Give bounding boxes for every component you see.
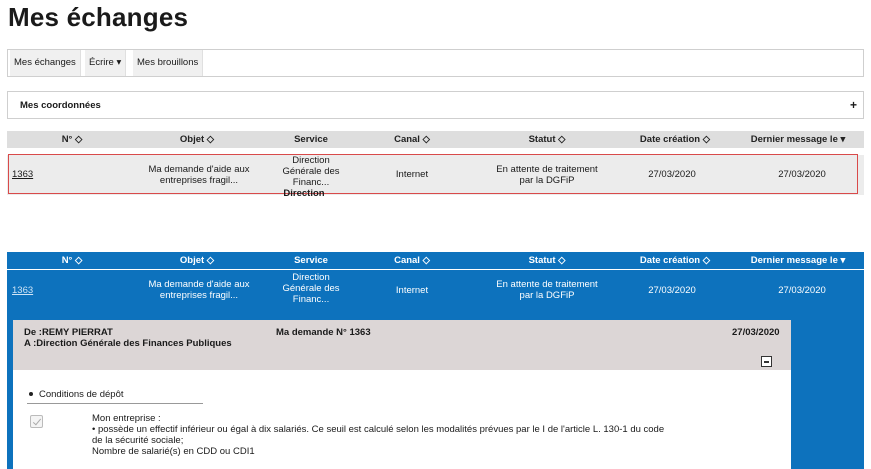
section-divider — [27, 403, 203, 404]
statut-line: En attente de traitement — [496, 279, 598, 290]
message-subject: Ma demande N° 1363 — [276, 327, 371, 338]
section-conditions — [29, 389, 124, 400]
table-header — [7, 131, 864, 148]
objet-line: entreprises fragil... — [159, 175, 239, 186]
overflow-label: Direction — [283, 188, 325, 199]
row-date-creation: 27/03/2020 — [648, 285, 696, 296]
statut-line: par la DGFiP — [519, 290, 575, 301]
col-num-header[interactable]: N° ◇ — [61, 255, 83, 266]
message-date: 27/03/2020 — [732, 327, 780, 338]
tab-mes-brouillons[interactable]: Mes brouillons — [133, 50, 203, 76]
table-row[interactable] — [7, 155, 864, 195]
service-line: Direction — [292, 155, 330, 166]
objet-line: Ma demande d'aide aux — [148, 164, 250, 175]
disabled-checkbox[interactable] — [30, 415, 43, 428]
body-line: de la sécurité sociale; — [92, 435, 184, 446]
row-number-link[interactable]: 1363 — [12, 285, 34, 296]
page-title: Mes échanges — [8, 2, 189, 32]
col-service-header: Service — [294, 134, 328, 145]
row-canal: Internet — [395, 169, 429, 180]
section-title: Conditions de dépôt — [39, 389, 124, 400]
col-statut-header[interactable]: Statut ◇ — [528, 134, 566, 145]
service-line: Financ... — [292, 177, 330, 188]
col-date-creation-header[interactable]: Date création ◇ — [639, 255, 711, 266]
row-dernier-message: 27/03/2020 — [778, 169, 826, 180]
service-line: Générale des — [282, 166, 340, 177]
body-line: Mon entreprise : — [92, 413, 161, 424]
service-line: Financ... — [292, 294, 330, 305]
coordonnees-label: Mes coordonnées — [20, 100, 101, 111]
col-objet-header[interactable]: Objet ◇ — [179, 255, 215, 266]
row-statut — [477, 279, 617, 301]
col-service-header: Service — [294, 255, 328, 266]
body-line: Nombre de salarié(s) en CDD ou CDI1 — [92, 446, 255, 457]
col-date-creation-header[interactable]: Date création ◇ — [639, 134, 711, 145]
ecrire-dropdown[interactable]: Écrire ▾ — [85, 50, 126, 76]
expand-plus-icon[interactable]: + — [849, 98, 857, 112]
col-objet-header[interactable]: Objet ◇ — [179, 134, 215, 145]
collapse-minus-icon[interactable] — [761, 356, 772, 367]
col-dernier-message-header[interactable]: Dernier message le ▾ — [750, 255, 846, 266]
row-date-creation: 27/03/2020 — [648, 169, 696, 180]
bullet-icon — [29, 392, 33, 396]
toolbar — [7, 49, 864, 77]
message-to: A :Direction Générale des Finances Publiques — [24, 338, 232, 349]
col-dernier-message-header[interactable]: Dernier message le ▾ — [750, 134, 846, 145]
message-from: De :REMY PIERRAT — [24, 327, 113, 338]
statut-line: par la DGFiP — [519, 175, 575, 186]
service-line: Générale des — [282, 283, 340, 294]
coordonnees-panel[interactable] — [7, 91, 864, 119]
row-dernier-message: 27/03/2020 — [778, 285, 826, 296]
statut-line: En attente de traitement — [496, 164, 598, 175]
row-service — [273, 272, 349, 305]
message-panel — [13, 320, 791, 469]
table-header-selected — [7, 252, 864, 269]
objet-line: entreprises fragil... — [159, 290, 239, 301]
body-line: • possède un effectif inférieur ou égal à dix salariés. Ce seuil est calculé selon les modalités prévues par le I de l'article L. 130-1 du code — [92, 424, 665, 435]
col-canal-header[interactable]: Canal ◇ — [394, 255, 430, 266]
row-canal: Internet — [395, 285, 429, 296]
message-body — [92, 413, 752, 457]
row-statut — [477, 164, 617, 186]
tab-mes-echanges[interactable]: Mes échanges — [10, 50, 81, 76]
row-objet — [139, 164, 259, 186]
col-num-header[interactable]: N° ◇ — [61, 134, 83, 145]
service-line: Direction — [292, 272, 330, 283]
row-objet — [139, 279, 259, 301]
col-canal-header[interactable]: Canal ◇ — [394, 134, 430, 145]
objet-line: Ma demande d'aide aux — [148, 279, 250, 290]
row-number-link[interactable]: 1363 — [12, 169, 34, 180]
overflow-text — [269, 188, 339, 200]
row-service — [273, 155, 349, 188]
col-statut-header[interactable]: Statut ◇ — [528, 255, 566, 266]
table-row-selected[interactable] — [7, 270, 864, 310]
